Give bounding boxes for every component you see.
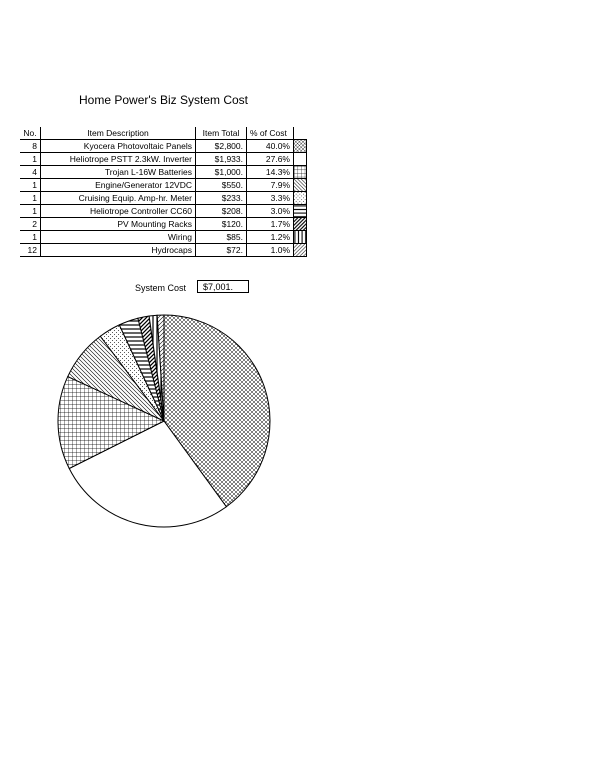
cell-item-total: $1,933. xyxy=(196,153,247,166)
cell-item-total: $2,800. xyxy=(196,140,247,153)
header-percent: % of Cost xyxy=(247,127,294,140)
header-qty: No. xyxy=(20,127,41,140)
cell-description: Kyocera Photovoltaic Panels xyxy=(41,140,196,153)
cell-item-total: $85. xyxy=(196,231,247,244)
header-description: Item Description xyxy=(41,127,196,140)
cell-qty: 1 xyxy=(20,192,41,205)
cell-item-total: $120. xyxy=(196,218,247,231)
cell-description: Hydrocaps xyxy=(41,244,196,257)
cell-item-total: $233. xyxy=(196,192,247,205)
header-item-total: Item Total xyxy=(196,127,247,140)
pie-slices xyxy=(58,315,270,527)
cell-percent: 3.3% xyxy=(247,192,294,205)
system-cost-label: System Cost xyxy=(135,283,187,293)
chart-title: Home Power's Biz System Cost xyxy=(79,93,249,107)
cell-qty: 1 xyxy=(20,179,41,192)
system-cost-value: $7,001. xyxy=(197,280,249,293)
cell-item-total: $208. xyxy=(196,205,247,218)
cell-percent: 3.0% xyxy=(247,205,294,218)
cell-description: Heliotrope PSTT 2.3kW. Inverter xyxy=(41,153,196,166)
cell-percent: 1.0% xyxy=(247,244,294,257)
cell-percent: 7.9% xyxy=(247,179,294,192)
cell-description: Heliotrope Controller CC60 xyxy=(41,205,196,218)
cell-percent: 1.7% xyxy=(247,218,294,231)
cell-percent: 40.0% xyxy=(247,140,294,153)
cell-description: Engine/Generator 12VDC xyxy=(41,179,196,192)
cell-qty: 4 xyxy=(20,166,41,179)
cell-qty: 1 xyxy=(20,231,41,244)
cell-qty: 12 xyxy=(20,244,41,257)
cell-qty: 2 xyxy=(20,218,41,231)
cell-item-total: $550. xyxy=(196,179,247,192)
cell-percent: 27.6% xyxy=(247,153,294,166)
cell-description: Cruising Equip. Amp-hr. Meter xyxy=(41,192,196,205)
cell-item-total: $72. xyxy=(196,244,247,257)
cell-percent: 1.2% xyxy=(247,231,294,244)
cell-percent: 14.3% xyxy=(247,166,294,179)
cell-description: Wiring xyxy=(41,231,196,244)
cell-qty: 8 xyxy=(20,140,41,153)
cell-qty: 1 xyxy=(20,153,41,166)
cell-item-total: $1,000. xyxy=(196,166,247,179)
cell-description: Trojan L-16W Batteries xyxy=(41,166,196,179)
cell-qty: 1 xyxy=(20,205,41,218)
cell-description: PV Mounting Racks xyxy=(41,218,196,231)
